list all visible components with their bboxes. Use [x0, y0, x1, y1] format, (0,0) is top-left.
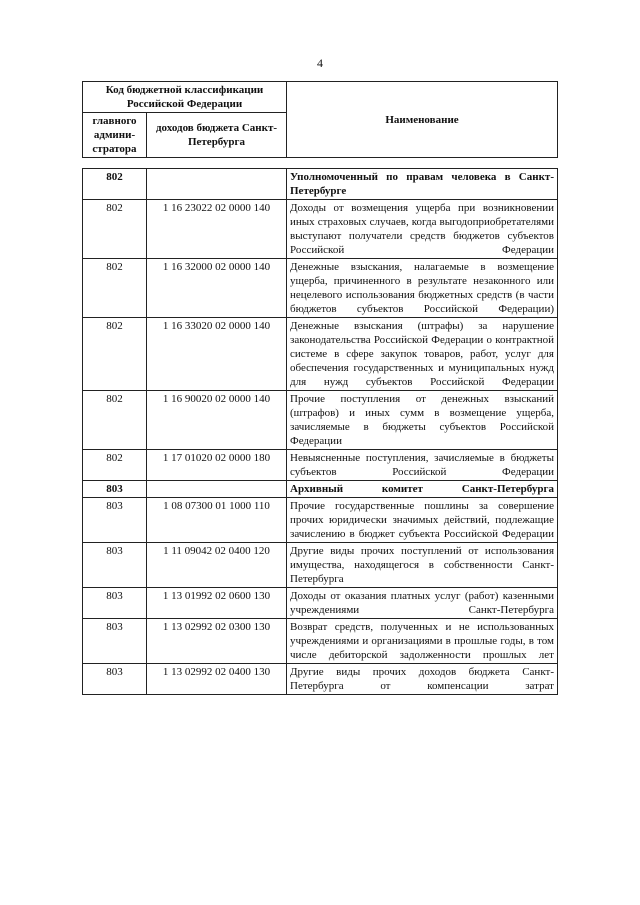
- revenue-code-cell: 1 16 23022 02 0000 140: [147, 200, 287, 259]
- revenue-code-cell: 1 08 07300 01 1000 110: [147, 498, 287, 543]
- admin-code-cell: 802: [83, 200, 147, 259]
- revenue-code-cell: 1 16 33020 02 0000 140: [147, 318, 287, 391]
- admin-code-cell: 802: [83, 391, 147, 450]
- revenue-table: [82, 168, 558, 695]
- name-cell: Денежные взыскания, налагаемые в возмещение ущерба, причиненного в результате незаконного или нецелевого использования бюджетных средств (в части бюджетов субъектов Российской Федерации): [287, 259, 558, 318]
- revenue-code-cell: 1 11 09042 02 0400 120: [147, 543, 287, 588]
- table-row: [83, 498, 558, 543]
- revenue-code-cell: 1 16 90020 02 0000 140: [147, 391, 287, 450]
- name-cell: Доходы от возмещения ущерба при возникновении иных страховых случаев, когда выгодоприобретателями выступают получатели средств бюджетов субъектов Российской Федерации: [287, 200, 558, 259]
- name-cell: Прочие поступления от денежных взысканий (штрафов) и иных сумм в возмещение ущерба, зачисляемые в бюджеты субъектов Российской Федерации: [287, 391, 558, 450]
- name-cell: Невыясненные поступления, зачисляемые в бюджеты субъектов Российской Федерации: [287, 450, 558, 481]
- table-row: [83, 450, 558, 481]
- admin-code-cell: 803: [83, 619, 147, 664]
- header-admin: главного админи-стратора: [83, 113, 147, 158]
- revenue-code-cell: 1 13 02992 02 0300 130: [147, 619, 287, 664]
- header-name: Наименование: [287, 82, 558, 158]
- revenue-code-cell: [147, 169, 287, 200]
- table-row: [83, 200, 558, 259]
- revenue-code-cell: 1 13 02992 02 0400 130: [147, 664, 287, 695]
- admin-code-cell: 802: [83, 259, 147, 318]
- header-group-label: Код бюджетной классификации Российской Федерации: [83, 82, 287, 113]
- revenue-code-cell: 1 13 01992 02 0600 130: [147, 588, 287, 619]
- admin-code-cell: 803: [83, 543, 147, 588]
- name-cell: Доходы от оказания платных услуг (работ) казенными учреждениями Санкт-Петербурга: [287, 588, 558, 619]
- table-row: [83, 619, 558, 664]
- table-row: [83, 588, 558, 619]
- name-cell: Прочие государственные пошлины за совершение прочих юридически значимых действий, подлежащие зачислению в бюджет субъекта Российской Федерации: [287, 498, 558, 543]
- header-revenue: доходов бюджета Санкт-Петербурга: [147, 113, 287, 158]
- name-cell: Возврат средств, полученных и не использованных учреждениями и организациями в прошлые годы, в том числе дебиторской задолженности прошлых лет: [287, 619, 558, 664]
- revenue-code-cell: [147, 481, 287, 498]
- admin-code-cell: 802: [83, 318, 147, 391]
- name-cell: Уполномоченный по правам человека в Санкт-Петербурге: [287, 169, 558, 200]
- admin-code-cell: 802: [83, 169, 147, 200]
- table-row: [83, 543, 558, 588]
- table-header: [82, 81, 558, 158]
- name-cell: Другие виды прочих поступлений от использования имущества, находящегося в собственности Санкт-Петербурга: [287, 543, 558, 588]
- page-number: 4: [317, 56, 323, 70]
- admin-code-cell: 803: [83, 498, 147, 543]
- table-row: [83, 259, 558, 318]
- table-row: [83, 481, 558, 498]
- revenue-code-cell: 1 17 01020 02 0000 180: [147, 450, 287, 481]
- admin-code-cell: 803: [83, 481, 147, 498]
- table-row: [83, 391, 558, 450]
- admin-code-cell: 803: [83, 588, 147, 619]
- table-row: [83, 169, 558, 200]
- name-cell: Другие виды прочих доходов бюджета Санкт-Петербурга от компенсации затрат: [287, 664, 558, 695]
- admin-code-cell: 802: [83, 450, 147, 481]
- admin-code-cell: 803: [83, 664, 147, 695]
- table-row: [83, 664, 558, 695]
- name-cell: Денежные взыскания (штрафы) за нарушение законодательства Российской Федерации о контрактной системе в сфере закупок товаров, работ, услуг для обеспечения государственных и муниципальных нужд для нужд субъектов Российской Федерации: [287, 318, 558, 391]
- table-row: [83, 318, 558, 391]
- name-cell: Архивный комитет Санкт-Петербурга: [287, 481, 558, 498]
- revenue-code-cell: 1 16 32000 02 0000 140: [147, 259, 287, 318]
